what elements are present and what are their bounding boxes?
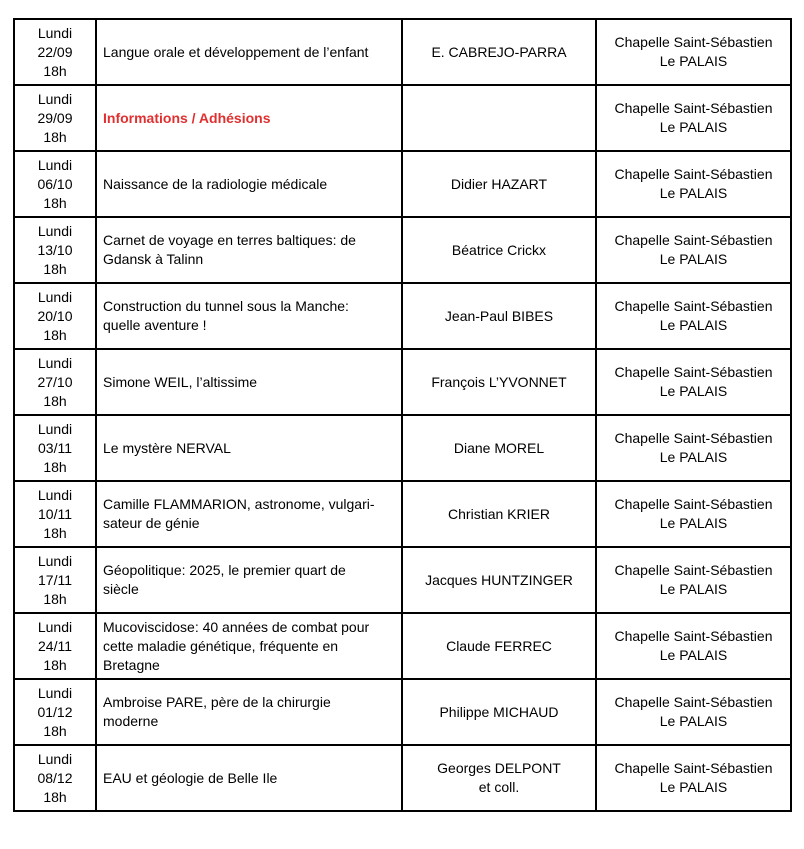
table-row bbox=[14, 745, 791, 811]
speaker-cell bbox=[402, 283, 596, 349]
venue-line: Le PALAIS bbox=[659, 53, 728, 69]
speaker-name: Jacques HUNTZINGER bbox=[425, 571, 573, 588]
speaker-name: Didier HAZART bbox=[450, 175, 548, 192]
day-label: Lundi bbox=[37, 552, 73, 569]
speaker-name: Philippe MICHAUD bbox=[439, 703, 559, 720]
day-label: Lundi bbox=[37, 222, 73, 239]
venue-cell bbox=[596, 415, 791, 481]
day-label: Lundi bbox=[37, 288, 73, 305]
venue-line: Le PALAIS bbox=[659, 647, 728, 663]
table-row bbox=[14, 217, 791, 283]
lecture-title-line: Naissance de la radiologie médicale bbox=[103, 175, 328, 192]
speaker-name: Béatrice Crickx bbox=[451, 241, 547, 258]
venue-line: Chapelle Saint-Sébastien bbox=[614, 760, 773, 776]
venue-line: Le PALAIS bbox=[659, 515, 728, 531]
time-label: 18h bbox=[43, 128, 67, 145]
date-label: 01/12 bbox=[37, 703, 73, 720]
lecture-title-cell bbox=[96, 283, 402, 349]
table-row bbox=[14, 481, 791, 547]
speaker-cell bbox=[402, 745, 596, 811]
lecture-title-cell bbox=[96, 85, 402, 151]
speaker-name: Diane MOREL bbox=[453, 439, 545, 456]
venue-line: Chapelle Saint-Sébastien bbox=[614, 430, 773, 446]
day-label: Lundi bbox=[37, 486, 73, 503]
date-cell bbox=[14, 349, 96, 415]
lecture-title-cell bbox=[96, 613, 402, 679]
speaker-cell bbox=[402, 217, 596, 283]
table-row bbox=[14, 151, 791, 217]
venue-cell bbox=[596, 283, 791, 349]
speaker-name: Claude FERREC bbox=[446, 637, 552, 654]
table-row bbox=[14, 679, 791, 745]
venue-line: Chapelle Saint-Sébastien bbox=[614, 34, 773, 50]
lecture-title-line: Langue orale et développement de l’enfant bbox=[103, 43, 369, 60]
day-label: Lundi bbox=[37, 354, 73, 371]
time-label: 18h bbox=[43, 722, 67, 739]
speaker-cell bbox=[402, 613, 596, 679]
day-label: Lundi bbox=[37, 420, 73, 437]
venue-line: Chapelle Saint-Sébastien bbox=[614, 694, 773, 710]
venue-line: Le PALAIS bbox=[659, 713, 728, 729]
venue-line: Chapelle Saint-Sébastien bbox=[614, 496, 773, 512]
date-cell bbox=[14, 745, 96, 811]
date-cell bbox=[14, 19, 96, 85]
table-row bbox=[14, 613, 791, 679]
speaker-name: Georges DELPONT bbox=[437, 760, 561, 776]
lecture-title-line: Carnet de voyage en terres baltiques: de bbox=[103, 232, 356, 248]
venue-cell bbox=[596, 613, 791, 679]
venue-cell bbox=[596, 85, 791, 151]
date-label: 10/11 bbox=[38, 505, 72, 522]
lecture-title-cell bbox=[96, 151, 402, 217]
venue-line: Le PALAIS bbox=[659, 317, 728, 333]
date-label: 29/09 bbox=[37, 109, 73, 126]
speaker-cell bbox=[402, 679, 596, 745]
lecture-title-line: Géopolitique: 2025, le premier quart de bbox=[103, 562, 346, 578]
date-label: 03/11 bbox=[38, 439, 72, 456]
lecture-title-line: Gdansk à Talinn bbox=[103, 251, 204, 267]
lecture-title-cell bbox=[96, 679, 402, 745]
schedule-body bbox=[14, 19, 791, 811]
venue-line: Chapelle Saint-Sébastien bbox=[614, 232, 773, 248]
time-label: 18h bbox=[43, 788, 67, 805]
venue-cell bbox=[596, 349, 791, 415]
time-label: 18h bbox=[43, 62, 67, 79]
speaker-name: François L’YVONNET bbox=[431, 373, 567, 390]
day-label: Lundi bbox=[37, 684, 73, 701]
speaker-cell bbox=[402, 151, 596, 217]
speaker-name: et coll. bbox=[478, 779, 520, 795]
date-label: 13/10 bbox=[37, 241, 73, 258]
time-label: 18h bbox=[43, 524, 67, 541]
lecture-title-line: Simone WEIL, l’altissime bbox=[103, 373, 258, 390]
lecture-title-line: quelle aventure ! bbox=[103, 317, 207, 333]
table-row bbox=[14, 415, 791, 481]
time-label: 18h bbox=[43, 656, 67, 673]
lecture-title-cell bbox=[96, 19, 402, 85]
venue-line: Le PALAIS bbox=[659, 779, 728, 795]
venue-cell bbox=[596, 151, 791, 217]
time-label: 18h bbox=[43, 590, 67, 607]
date-label: 20/10 bbox=[37, 307, 73, 324]
lecture-title-cell bbox=[96, 547, 402, 613]
date-label: 24/11 bbox=[38, 637, 72, 654]
lecture-title-line: sateur de génie bbox=[103, 515, 200, 531]
table-row bbox=[14, 19, 791, 85]
venue-line: Chapelle Saint-Sébastien bbox=[614, 100, 773, 116]
venue-line: Chapelle Saint-Sébastien bbox=[614, 628, 773, 644]
lecture-title-cell bbox=[96, 481, 402, 547]
venue-line: Le PALAIS bbox=[659, 383, 728, 399]
lecture-title-line: siècle bbox=[103, 581, 139, 597]
venue-line: Le PALAIS bbox=[659, 119, 728, 135]
day-label: Lundi bbox=[37, 156, 73, 173]
venue-cell bbox=[596, 745, 791, 811]
speaker-cell bbox=[402, 547, 596, 613]
venue-cell bbox=[596, 19, 791, 85]
date-cell bbox=[14, 481, 96, 547]
venue-line: Le PALAIS bbox=[659, 581, 728, 597]
date-label: 08/12 bbox=[37, 769, 73, 786]
date-label: 17/11 bbox=[38, 571, 72, 588]
day-label: Lundi bbox=[37, 90, 73, 107]
venue-cell bbox=[596, 217, 791, 283]
lecture-title-line: moderne bbox=[103, 713, 159, 729]
time-label: 18h bbox=[43, 326, 67, 343]
table-row bbox=[14, 547, 791, 613]
venue-cell bbox=[596, 679, 791, 745]
venue-cell bbox=[596, 481, 791, 547]
lecture-title-cell bbox=[96, 415, 402, 481]
lecture-title-cell bbox=[96, 745, 402, 811]
lecture-title-line: Bretagne bbox=[103, 656, 160, 673]
date-cell bbox=[14, 217, 96, 283]
venue-line: Chapelle Saint-Sébastien bbox=[614, 562, 773, 578]
speaker-name: E. CABREJO-PARRA bbox=[431, 43, 567, 60]
date-cell bbox=[14, 415, 96, 481]
lecture-title-line: Mucoviscidose: 40 années de combat pour bbox=[103, 618, 370, 635]
day-label: Lundi bbox=[37, 618, 73, 635]
date-label: 27/10 bbox=[37, 373, 73, 390]
speaker-cell bbox=[402, 19, 596, 85]
speaker-cell bbox=[402, 481, 596, 547]
date-cell bbox=[14, 679, 96, 745]
venue-line: Le PALAIS bbox=[659, 251, 728, 267]
venue-line: Chapelle Saint-Sébastien bbox=[614, 298, 773, 314]
speaker-cell bbox=[402, 85, 596, 151]
lecture-title-line: Ambroise PARE, père de la chirurgie bbox=[103, 694, 331, 710]
venue-line: Le PALAIS bbox=[659, 449, 728, 465]
time-label: 18h bbox=[43, 392, 67, 409]
table-row bbox=[14, 283, 791, 349]
date-cell bbox=[14, 283, 96, 349]
lecture-title-line: Camille FLAMMARION, astronome, vulgari- bbox=[103, 496, 375, 512]
venue-line: Le PALAIS bbox=[659, 185, 728, 201]
day-label: Lundi bbox=[37, 24, 73, 41]
date-cell bbox=[14, 85, 96, 151]
lecture-title-line: Informations / Adhésions bbox=[103, 109, 271, 126]
speaker-name: Christian KRIER bbox=[448, 505, 550, 522]
time-label: 18h bbox=[43, 458, 67, 475]
venue-line: Chapelle Saint-Sébastien bbox=[614, 364, 773, 380]
venue-cell bbox=[596, 547, 791, 613]
date-cell bbox=[14, 151, 96, 217]
lecture-title-line: EAU et géologie de Belle Ile bbox=[103, 769, 278, 786]
day-label: Lundi bbox=[37, 750, 73, 767]
venue-line: Chapelle Saint-Sébastien bbox=[614, 166, 773, 182]
speaker-name: Jean-Paul BIBES bbox=[444, 307, 554, 324]
lecture-title-line: cette maladie génétique, fréquente en bbox=[103, 637, 339, 654]
lecture-schedule-table bbox=[13, 18, 792, 812]
lecture-title-cell bbox=[96, 217, 402, 283]
lecture-title-line: Le mystère NERVAL bbox=[103, 439, 231, 456]
speaker-cell bbox=[402, 349, 596, 415]
time-label: 18h bbox=[43, 194, 67, 211]
lecture-title-cell bbox=[96, 349, 402, 415]
time-label: 18h bbox=[43, 260, 67, 277]
lecture-title-line: Construction du tunnel sous la Manche: bbox=[103, 298, 349, 314]
speaker-cell bbox=[402, 415, 596, 481]
date-label: 22/09 bbox=[37, 43, 73, 60]
table-row bbox=[14, 349, 791, 415]
date-label: 06/10 bbox=[37, 175, 73, 192]
table-row bbox=[14, 85, 791, 151]
date-cell bbox=[14, 613, 96, 679]
date-cell bbox=[14, 547, 96, 613]
